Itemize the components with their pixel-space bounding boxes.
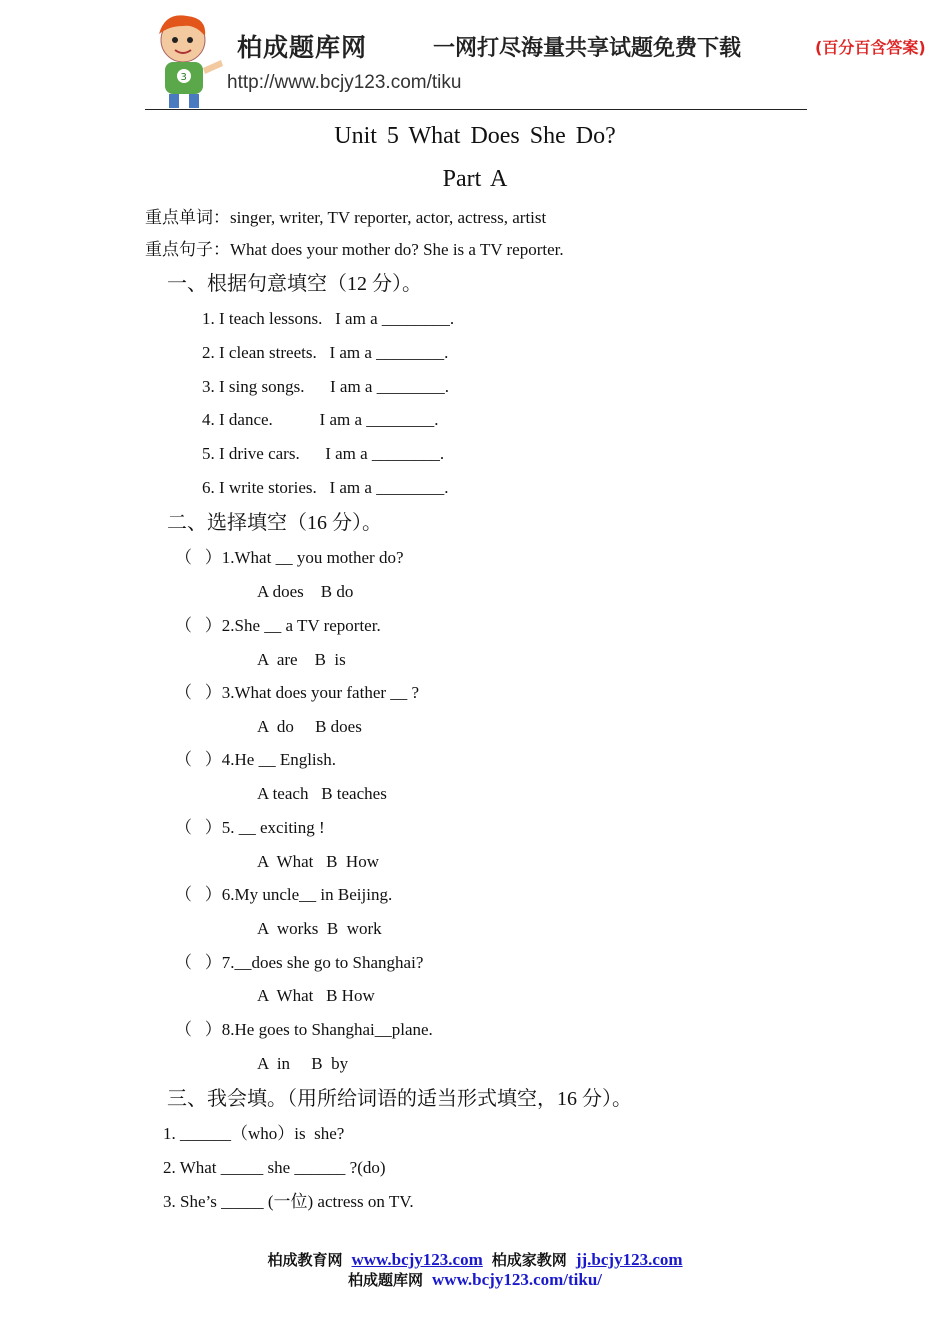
section3-heading: 三、我会填。（用所给词语的适当形式填空，16 分）。 (167, 1088, 632, 1110)
key-words: 重点单词：singer, writer, TV reporter, actor, actress, artist (145, 208, 547, 227)
header-divider (145, 109, 807, 110)
slogan: 一网打尽海量共享试题免费下载 (433, 36, 742, 61)
options: A teach B teaches (257, 784, 387, 803)
answer-badge: (百分百含答案) (815, 38, 926, 57)
options: A What B How (257, 852, 379, 871)
question: （ ）5. __ exciting ! (175, 818, 325, 837)
footer-link-tiku[interactable]: www.bcjy123.com/tiku/ (432, 1270, 603, 1289)
page-title: Unit 5 What Does She Do? (334, 123, 616, 149)
list-item: 5. I drive cars. I am a ________. (202, 444, 445, 463)
list-item: 2. I clean streets. I am a ________. (202, 343, 449, 362)
list-item: 6. I write stories. I am a ________. (202, 478, 449, 497)
brand-name: 柏成题库网 (237, 33, 368, 62)
svg-text:3: 3 (180, 72, 187, 83)
section2-heading: 二、选择填空（16 分）。 (167, 512, 382, 534)
key-sentences: 重点句子：What does your mother do? She is a TV reporter. (145, 240, 564, 259)
list-item: 2. What _____ she ______ ?(do) (163, 1158, 386, 1177)
list-item: 1. ______（who）is she? (163, 1124, 345, 1143)
question: （ ）1.What __ you mother do? (175, 548, 404, 567)
part-title: Part A (442, 166, 508, 192)
options: A do B does (257, 717, 362, 736)
options: A in B by (257, 1054, 349, 1073)
footer-line-1 (0, 1249, 950, 1270)
header-url: http://www.bcjy123.com/tiku (227, 72, 462, 93)
question: （ ）3.What does your father __ ? (175, 683, 420, 702)
question: （ ）6.My uncle__ in Beijing. (175, 885, 393, 904)
list-item: 4. I dance. I am a ________. (202, 410, 439, 429)
options: A does B do (257, 582, 354, 601)
options: A are B is (257, 650, 346, 669)
options: A works B work (257, 919, 382, 938)
footer-line-2 (0, 1269, 950, 1290)
footer-link-edu[interactable]: www.bcjy123.com (351, 1250, 483, 1269)
footer-link-tutor[interactable]: jj.bcjy123.com (575, 1250, 683, 1269)
question: （ ）8.He goes to Shanghai__plane. (175, 1020, 433, 1039)
question: （ ）7.__does she go to Shanghai? (175, 953, 424, 972)
question: （ ）2.She __ a TV reporter. (175, 616, 381, 635)
list-item: 1. I teach lessons. I am a ________. (202, 309, 455, 328)
footer-label: 柏成家教网 (491, 1251, 567, 1269)
list-item: 3. She’s _____ (一位) actress on TV. (163, 1192, 414, 1211)
mascot-logo-icon (145, 10, 225, 112)
footer-label: 柏成题库网 (347, 1271, 423, 1289)
footer-label: 柏成教育网 (267, 1251, 343, 1269)
list-item: 3. I sing songs. I am a ________. (202, 377, 449, 396)
site-header (145, 8, 950, 112)
section1-heading: 一、根据句意填空（12 分）。 (167, 273, 422, 295)
options: A What B How (257, 986, 375, 1005)
question: （ ）4.He __ English. (175, 750, 337, 769)
